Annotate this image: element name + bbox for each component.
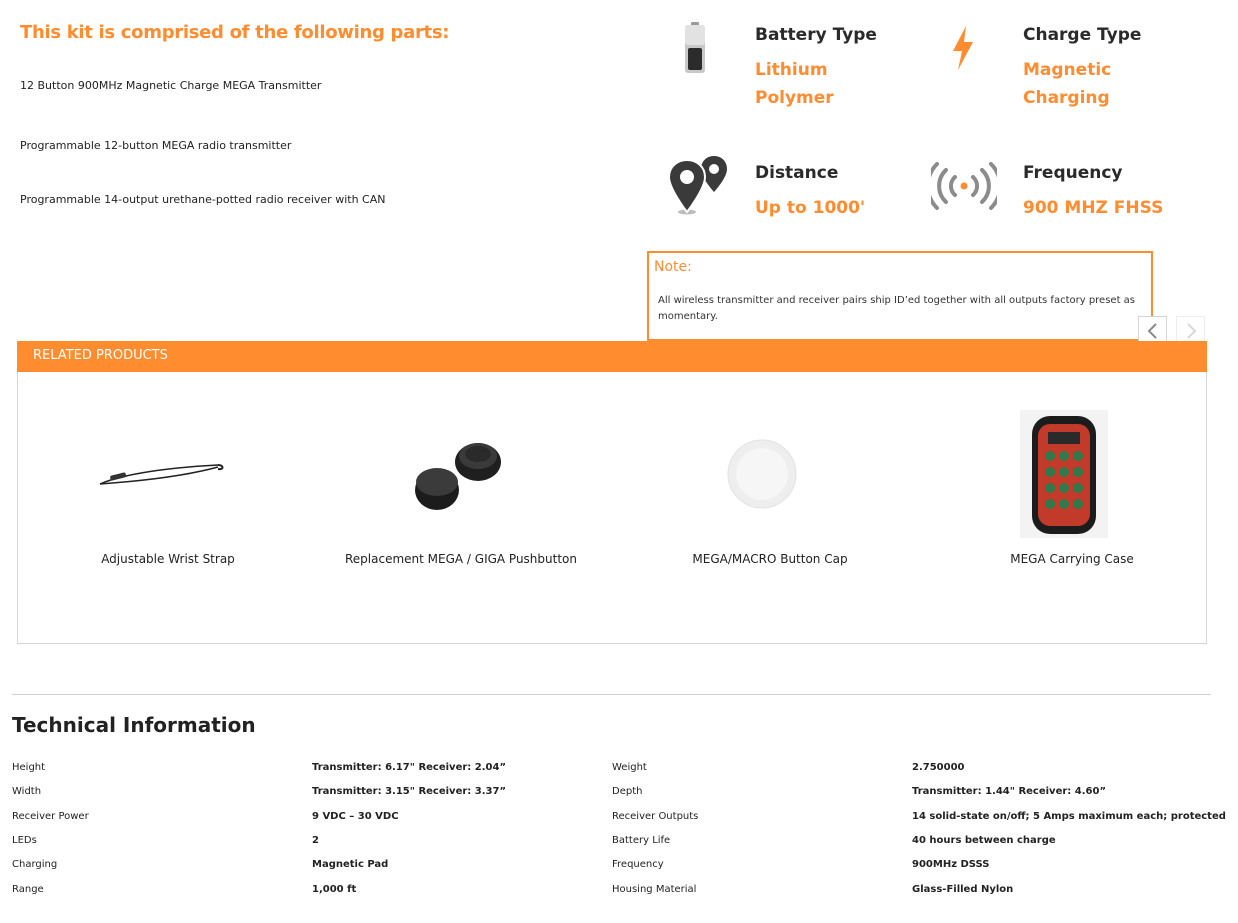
tech-row xyxy=(0,835,1238,857)
battery-type-label: Battery Type xyxy=(755,25,877,45)
tech-label: Height xyxy=(12,762,46,773)
tech-row xyxy=(0,811,1238,833)
kit-title: This kit is comprised of the following parts: xyxy=(20,22,450,43)
related-products-header xyxy=(17,341,1207,372)
product-name-link[interactable]: MEGA/MACRO Button Cap xyxy=(692,552,848,566)
tech-label: Frequency xyxy=(612,859,664,870)
button-cap-image xyxy=(726,438,798,515)
pushbutton-image xyxy=(411,434,505,521)
product-name-link[interactable]: Replacement MEGA / GIGA Pushbutton xyxy=(344,552,577,566)
tech-value: 2.750000 xyxy=(912,762,965,773)
tech-value: 900MHz DSSS xyxy=(912,859,990,870)
tech-value: Magnetic Pad xyxy=(312,859,389,870)
tech-label: Receiver Power xyxy=(12,811,89,822)
tech-row xyxy=(0,859,1238,881)
carrying-case-image xyxy=(1020,410,1108,543)
map-pin-icon xyxy=(667,154,731,221)
kit-item: Programmable 12-button MEGA radio transmitter xyxy=(20,139,292,152)
tech-row xyxy=(0,884,1238,906)
technical-information-title: Technical Information xyxy=(12,713,256,737)
tech-row xyxy=(0,786,1238,808)
battery-icon xyxy=(684,22,706,79)
tech-row xyxy=(0,762,1238,784)
kit-item: Programmable 14-output urethane-potted radio receiver with CAN xyxy=(20,193,386,206)
product-name-link[interactable]: MEGA Carrying Case xyxy=(1010,552,1134,566)
divider xyxy=(12,694,1211,695)
charge-type-value: Magnetic Charging xyxy=(1023,60,1112,108)
product-name-link[interactable]: Adjustable Wrist Strap xyxy=(101,552,235,566)
kit-item: 12 Button 900MHz Magnetic Charge MEGA Transmitter xyxy=(20,79,322,92)
chevron-left-icon xyxy=(1146,322,1160,340)
tech-label: Weight xyxy=(612,762,647,773)
tech-value: Transmitter: 6.17" Receiver: 2.04” xyxy=(312,762,507,773)
tech-label: LEDs xyxy=(12,835,37,846)
tech-value: 1,000 ft xyxy=(312,884,357,895)
tech-label: Depth xyxy=(612,786,643,797)
frequency-label: Frequency xyxy=(1023,163,1123,183)
signal-icon xyxy=(931,162,997,215)
tech-value: Transmitter: 1.44" Receiver: 4.60” xyxy=(912,786,1107,797)
tech-value: 2 xyxy=(312,835,319,846)
tech-value: 9 VDC – 30 VDC xyxy=(312,811,399,822)
distance-value: Up to 1000' xyxy=(755,198,866,218)
distance-label: Distance xyxy=(755,163,839,183)
wrist-strap-image xyxy=(98,458,224,497)
battery-type-value: Lithium Polymer xyxy=(755,60,834,108)
frequency-value: 900 MHZ FHSS xyxy=(1023,198,1164,218)
tech-label: Charging xyxy=(12,859,58,870)
note-box xyxy=(647,251,1153,341)
tech-label: Battery Life xyxy=(612,835,671,846)
tech-value: Glass-Filled Nylon xyxy=(912,884,1014,895)
tech-value: Transmitter: 3.15" Receiver: 3.37” xyxy=(312,786,507,797)
tech-value: 14 solid-state on/off; 5 Amps maximum each; protected xyxy=(912,811,1226,822)
note-text: All wireless transmitter and receiver pairs ship ID’ed together with all outputs factory preset as momentary. xyxy=(658,295,1136,322)
tech-label: Width xyxy=(12,786,42,797)
lightning-icon xyxy=(951,26,975,75)
tech-value: 40 hours between charge xyxy=(912,835,1056,846)
tech-label: Range xyxy=(12,884,44,895)
related-products-title: RELATED PRODUCTS xyxy=(33,348,168,363)
note-title: Note: xyxy=(654,259,692,275)
chevron-right-icon xyxy=(1184,322,1198,340)
tech-label: Housing Material xyxy=(612,884,697,895)
charge-type-label: Charge Type xyxy=(1023,25,1142,45)
tech-label: Receiver Outputs xyxy=(612,811,699,822)
